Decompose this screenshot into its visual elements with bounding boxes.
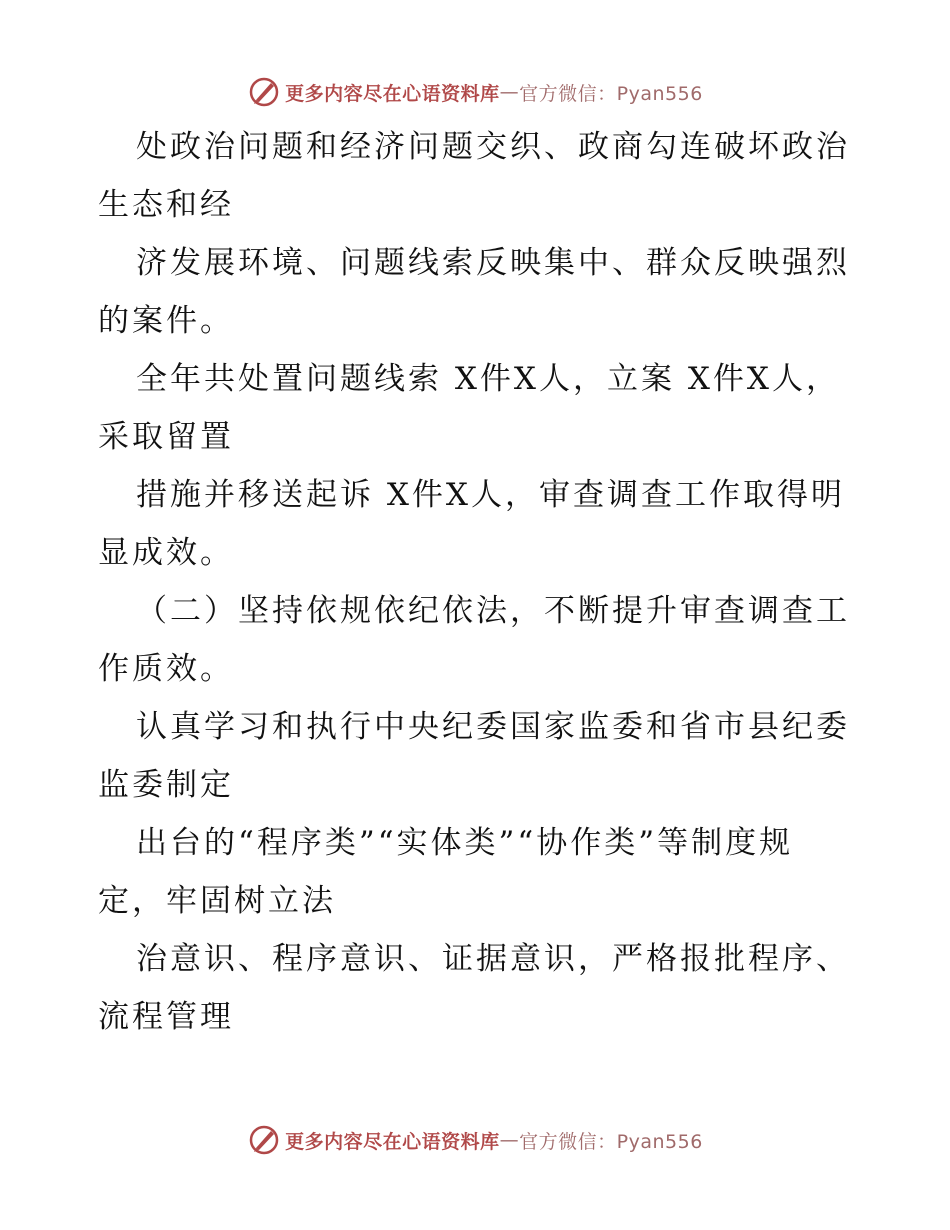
paragraph: 措施并移送起诉 X件X人，审查调查工作取得明显成效。	[98, 477, 845, 571]
paragraph: 治意识、程序意识、证据意识，严格报批程序、流程管理	[98, 941, 850, 1035]
paragraph: 处政治问题和经济问题交织、政商勾连破坏政治生态和经	[98, 129, 850, 223]
paragraph: 出台的“程序类”“实体类”“协作类”等制度规定，牢固树立法	[98, 825, 794, 919]
paragraph: （二）坚持依规依纪依法，不断提升审查调查工作质效。	[98, 593, 850, 687]
watermark-dash: —	[499, 81, 520, 103]
paragraph: 济发展环境、问题线索反映集中、群众反映强烈的案件。	[98, 245, 850, 339]
watermark-sub-text: 官方微信：Pyan556	[519, 1130, 703, 1153]
paragraph: 全年共处置问题线索 X件X人，立案 X件X人，采取留置	[98, 361, 840, 455]
watermark-dash: —	[499, 1129, 520, 1151]
document-body	[98, 118, 858, 1046]
watermark-header	[0, 72, 950, 112]
paragraph: 认真学习和执行中央纪委国家监委和省市县纪委监委制定	[98, 709, 850, 803]
watermark-footer	[0, 1120, 950, 1160]
watermark-main-text: 更多内容尽在心语资料库	[285, 1130, 500, 1153]
watermark-sub-text: 官方微信：Pyan556	[519, 82, 703, 105]
pen-logo-icon	[247, 1123, 281, 1157]
watermark-main-text: 更多内容尽在心语资料库	[285, 82, 500, 105]
pen-logo-icon	[247, 75, 281, 109]
